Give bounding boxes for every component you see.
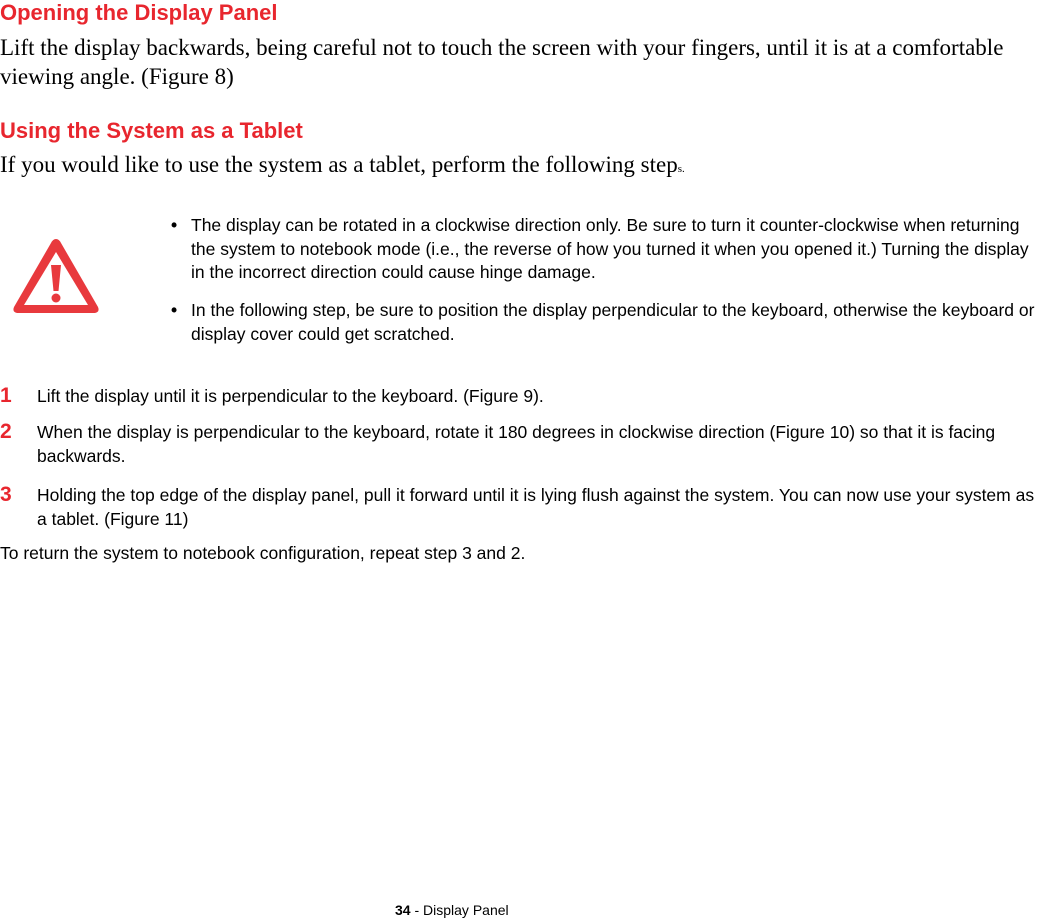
warning-bullet-text: The display can be rotated in a clockwise direction only. Be sure to turn it counter-clockwise when returning the system to notebook mode (i.e., the reverse of how you turned it when you opened it.) Turning the display in the incorrect direction could cause hinge damage. <box>191 215 1029 282</box>
closing-paragraph: To return the system to notebook configuration, repeat step 3 and 2. <box>0 543 526 563</box>
page-footer <box>395 902 509 919</box>
opening-display-paragraph: Lift the display backwards, being careful not to touch the screen with your fingers, until it is at a comfortable viewing angle. (Figure 8) <box>0 35 1004 89</box>
tablet-intro-text: If you would like to use the system as a tablet, perform the following step <box>0 152 678 177</box>
step-text: Holding the top edge of the display panel, pull it forward until it is lying flush against the system. You can now use your system as a tablet. (Figure 11) <box>37 485 1035 529</box>
step-number: 1 <box>0 384 12 407</box>
warning-bullet-text: In the following step, be sure to position the display perpendicular to the keyboard, otherwise the keyboard or display cover could get scratched. <box>191 300 1035 344</box>
tablet-intro-tail: s. <box>677 163 685 175</box>
step-number: 2 <box>0 420 12 443</box>
bullet-dot: • <box>171 300 178 320</box>
section-heading-opening-display: Opening the Display Panel <box>0 0 278 25</box>
page-number: 34 <box>395 902 411 918</box>
footer-section-title: Display Panel <box>423 902 509 918</box>
footer-separator: - <box>410 902 424 918</box>
step-number: 3 <box>0 483 12 506</box>
step-text: When the display is perpendicular to the keyboard, rotate it 180 degrees in clockwise direction (Figure 10) so that it is facing backwards. <box>37 422 996 466</box>
section-heading-tablet: Using the System as a Tablet <box>0 118 303 143</box>
warning-triangle-icon <box>10 235 102 317</box>
step-text: Lift the display until it is perpendicular to the keyboard. (Figure 9). <box>37 386 544 406</box>
tablet-intro-paragraph <box>0 150 1020 184</box>
bullet-dot: • <box>171 215 178 235</box>
